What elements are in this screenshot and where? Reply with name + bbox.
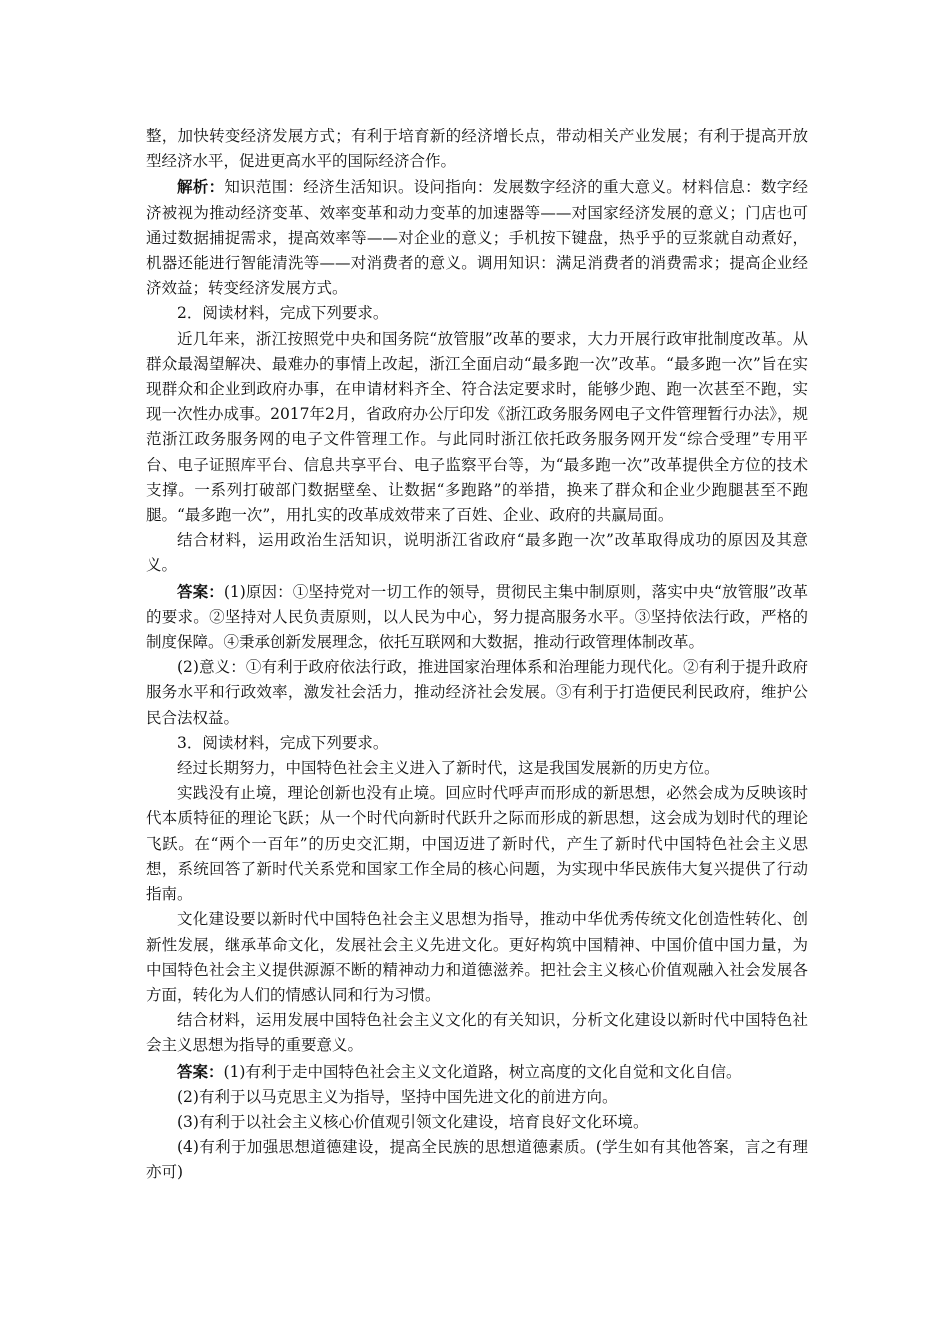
answer-paragraph	[146, 1059, 808, 1085]
paragraph-text: 3．阅读材料，完成下列要求。	[177, 733, 389, 752]
paragraph-text: (1)有利于走中国特色社会主义文化道路，树立高度的文化自觉和文化自信。	[223, 1062, 742, 1081]
material-paragraph	[146, 327, 808, 529]
paragraph-text: 结合材料，运用发展中国特色社会主义文化的有关知识，分析文化建设以新时代中国特色社会主义思想为指导的重要意义。	[146, 1011, 808, 1055]
question-heading	[146, 731, 808, 756]
paragraph-text: (2)有利于以马克思主义为指导，坚持中国先进文化的前进方向。	[177, 1087, 618, 1106]
paragraph-text: 知识范围：经济生活知识。设问指向：发展数字经济的重大意义。材料信息：数字经济被视为推动经济变革、效率变革和动力变革的加速器等——对国家经济发展的意义；门店也可通过数据捕捉需求，提高效率等——对企业的意义；手机按下键盘，热乎乎的豆浆就自动煮好，机器还能进行智能清洗等——对消费者的意义。调用知识：满足消费者的消费需求；提高企业经济效益；转变经济发展方式。	[146, 178, 808, 298]
material-paragraph	[146, 756, 808, 781]
paragraph-text: (2)意义：①有利于政府依法行政，推进国家治理体系和治理能力现代化。②有利于提升政府服务水平和行政效率，激发社会活力，推动经济社会发展。③有利于打造便民利民政府，维护公民合法权益。	[146, 658, 808, 727]
paragraph-text: (4)有利于加强思想道德建设，提高全民族的思想道德素质。(学生如有其他答案，言之有理亦可)	[146, 1138, 808, 1182]
question-heading	[146, 301, 808, 326]
answer-paragraph	[146, 1085, 808, 1110]
paragraph-text: 2．阅读材料，完成下列要求。	[177, 304, 389, 323]
document-body	[146, 124, 808, 1186]
answer-paragraph	[146, 655, 808, 731]
paragraph-text: 文化建设要以新时代中国特色社会主义思想为指导，推动中华优秀传统文化创造性转化、创新性发展，继承革命文化，发展社会主义先进文化。更好构筑中国精神、中国价值中国力量，为中国特色社会主义提供源源不断的精神动力和道德滋养。把社会主义核心价值观融入社会发展各方面，转化为人们的情感认同和行为习惯。	[146, 910, 808, 1004]
paragraph-text: (1)原因：①坚持党对一切工作的领导，贯彻民主集中制原则，落实中央“放管服”改革的要求。②坚持对人民负责原则，以人民为中心，努力提高服务水平。③坚持依法行政，严格的制度保障。④秉承创新发展理念，依托互联网和大数据，推动行政管理体制改革。	[146, 582, 808, 652]
answer-paragraph	[146, 579, 808, 656]
paragraph-text: (3)有利于以社会主义核心价值观引领文化建设，培育良好文化环境。	[177, 1112, 649, 1131]
paragraph-text: 结合材料，运用政治生活知识，说明浙江省政府“最多跑一次”改革取得成功的原因及其意义。	[146, 531, 808, 575]
paragraph-text: 经过长期努力，中国特色社会主义进入了新时代，这是我国发展新的历史方位。	[177, 759, 720, 778]
paragraph	[146, 124, 808, 174]
answer-paragraph	[146, 1135, 808, 1185]
analysis-label: 解析：	[177, 177, 225, 197]
answer-label: 答案：	[177, 581, 224, 601]
paragraph-text: 整，加快转变经济发展方式；有利于培育新的经济增长点，带动相关产业发展；有利于提高开放型经济水平，促进更高水平的国际经济合作。	[146, 127, 808, 171]
paragraph	[146, 174, 808, 301]
answer-label: 答案：	[177, 1061, 224, 1081]
answer-paragraph	[146, 1110, 808, 1135]
material-paragraph	[146, 907, 808, 1008]
material-paragraph	[146, 781, 808, 907]
paragraph-text: 实践没有止境，理论创新也没有止境。回应时代呼声而形成的新思想，必然会成为反映该时代本质特征的理论飞跃；从一个时代向新时代跃升之际而形成的新思想，这会成为划时代的理论飞跃。在“两个一百年”的历史交汇期，中国迈进了新时代，产生了新时代中国特色社会主义思想，系统回答了新时代关系党和国家工作全局的核心问题，为实现中华民族伟大复兴提供了行动指南。	[146, 784, 808, 904]
question-prompt	[146, 528, 808, 578]
paragraph-text: 近几年来，浙江按照党中央和国务院“放管服”改革的要求，大力开展行政审批制度改革。从群众最渴望解决、最难办的事情上改起，浙江全面启动“最多跑一次”改革。“最多跑一次”旨在实现群众和企业到政府办事，在申请材料齐全、符合法定要求时，能够少跑、跑一次甚至不跑，实现一次性办成事。2017年2月，省政府办公厅印发《浙江政务服务网电子文件管理暂行办法》，规范浙江政务服务网的电子文件管理工作。与此同时浙江依托政务服务网开发“综合受理”专用平台、电子证照库平台、信息共享平台、电子监察平台等，为“最多跑一次”改革提供全方位的技术支撑。一系列打破部门数据壁垒、让数据“多跑路”的举措，换来了群众和企业少跑腿甚至不跑腿。“最多跑一次”，用扎实的改革成效带来了百姓、企业、政府的共赢局面。	[146, 329, 808, 525]
question-prompt	[146, 1008, 808, 1058]
